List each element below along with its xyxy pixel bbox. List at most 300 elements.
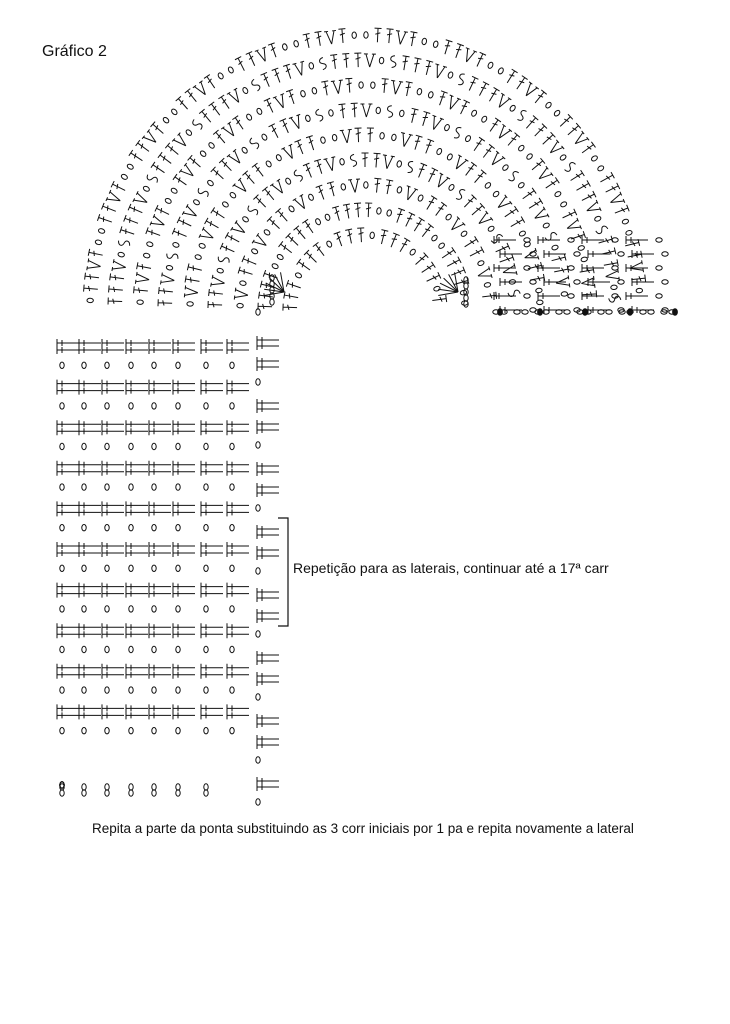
v-stitch-symbol bbox=[281, 144, 297, 161]
double-crochet-symbol bbox=[294, 140, 306, 156]
chain-stitch-symbol bbox=[152, 403, 156, 409]
half-double-crochet-symbol bbox=[257, 588, 279, 596]
v-stitch-symbol bbox=[494, 93, 511, 110]
half-double-crochet-symbol bbox=[126, 380, 148, 388]
double-crochet-symbol bbox=[466, 76, 478, 92]
double-crochet-symbol bbox=[601, 247, 616, 257]
v-stitch-symbol bbox=[172, 133, 190, 151]
chain-stitch-symbol bbox=[487, 61, 494, 69]
half-double-crochet-symbol bbox=[201, 380, 223, 388]
half-double-crochet-symbol bbox=[500, 250, 522, 258]
double-crochet-symbol bbox=[424, 196, 437, 212]
chain-stitch-symbol bbox=[82, 484, 86, 490]
double-crochet-symbol bbox=[343, 204, 352, 219]
half-double-crochet-symbol bbox=[500, 278, 522, 286]
chain-stitch-symbol bbox=[265, 160, 272, 168]
half-double-crochet-symbol bbox=[149, 468, 171, 476]
chain-stitch-symbol bbox=[553, 109, 561, 117]
double-crochet-symbol bbox=[158, 152, 173, 166]
double-crochet-symbol bbox=[338, 29, 346, 44]
chain-stitch-symbol bbox=[60, 362, 64, 368]
chain-stitch-symbol bbox=[204, 403, 208, 409]
half-double-crochet-symbol bbox=[79, 346, 101, 354]
half-double-crochet-symbol bbox=[257, 741, 279, 749]
chain-stitch-symbol bbox=[230, 565, 234, 571]
double-crochet-symbol bbox=[514, 76, 528, 92]
double-crochet-symbol bbox=[403, 82, 413, 97]
chain-stitch-symbol bbox=[152, 484, 156, 490]
half-double-crochet-symbol bbox=[257, 405, 279, 413]
double-crochet-symbol bbox=[603, 259, 618, 268]
double-crochet-symbol bbox=[530, 274, 545, 283]
double-crochet-symbol bbox=[136, 140, 151, 154]
half-double-crochet-symbol bbox=[79, 630, 101, 638]
half-double-crochet-symbol bbox=[149, 671, 171, 679]
half-double-crochet-symbol bbox=[126, 461, 148, 469]
chain-stitch-symbol bbox=[371, 82, 376, 89]
double-crochet-symbol bbox=[433, 202, 447, 217]
chain-stitch-symbol bbox=[152, 362, 156, 368]
double-crochet-symbol bbox=[165, 143, 180, 157]
chain-stitch-symbol bbox=[662, 280, 668, 284]
half-double-crochet-symbol bbox=[257, 672, 279, 680]
chain-stitch-symbol bbox=[242, 216, 250, 223]
double-crochet-symbol bbox=[442, 40, 453, 55]
half-double-crochet-symbol bbox=[257, 594, 279, 602]
half-double-crochet-symbol bbox=[126, 549, 148, 557]
double-crochet-symbol bbox=[582, 290, 596, 298]
chain-stitch-symbol bbox=[622, 218, 629, 224]
chain-stitch-symbol bbox=[364, 182, 368, 188]
v-stitch-symbol bbox=[255, 47, 271, 64]
half-double-crochet-symbol bbox=[201, 623, 223, 631]
chain-stitch-symbol bbox=[315, 218, 322, 226]
half-double-crochet-symbol bbox=[257, 420, 279, 428]
chain-stitch-symbol bbox=[288, 205, 295, 213]
half-double-crochet-symbol bbox=[57, 346, 79, 354]
double-crochet-symbol bbox=[394, 208, 405, 224]
half-double-crochet-symbol bbox=[126, 387, 148, 395]
double-crochet-symbol bbox=[177, 217, 193, 229]
chain-stitch-symbol bbox=[230, 443, 234, 449]
turning-chain-symbol bbox=[249, 137, 260, 150]
half-double-crochet-symbol bbox=[57, 501, 79, 509]
half-double-crochet-symbol bbox=[79, 508, 101, 516]
v-stitch-symbol bbox=[184, 285, 198, 298]
half-double-crochet-symbol bbox=[126, 427, 148, 435]
chain-stitch-symbol bbox=[176, 443, 180, 449]
double-crochet-symbol bbox=[487, 118, 501, 133]
half-double-crochet-symbol bbox=[257, 609, 279, 617]
half-double-crochet-symbol bbox=[126, 630, 148, 638]
half-double-crochet-symbol bbox=[227, 380, 249, 388]
half-double-crochet-symbol bbox=[201, 427, 223, 435]
half-double-crochet-symbol bbox=[582, 292, 604, 300]
half-double-crochet-symbol bbox=[102, 420, 124, 428]
half-double-crochet-symbol bbox=[257, 399, 279, 407]
double-crochet-symbol bbox=[294, 226, 308, 241]
chain-stitch-symbol bbox=[229, 191, 237, 199]
chain-stitch-symbol bbox=[530, 280, 536, 284]
double-crochet-symbol bbox=[286, 280, 302, 291]
chain-stitch-symbol bbox=[300, 90, 306, 97]
chain-stitch-symbol bbox=[376, 107, 381, 114]
chain-stitch-symbol bbox=[204, 484, 208, 490]
double-crochet-symbol bbox=[373, 178, 381, 193]
half-double-crochet-symbol bbox=[57, 542, 79, 550]
double-crochet-symbol bbox=[440, 247, 456, 261]
chain-stitch-symbol bbox=[152, 565, 156, 571]
chain-stitch-symbol bbox=[618, 252, 624, 256]
chain-stitch-symbol bbox=[376, 207, 381, 214]
half-double-crochet-symbol bbox=[102, 664, 124, 672]
double-crochet-symbol bbox=[172, 228, 188, 240]
half-double-crochet-symbol bbox=[494, 292, 516, 300]
double-crochet-symbol bbox=[272, 68, 283, 84]
double-crochet-symbol bbox=[303, 33, 313, 48]
half-double-crochet-symbol bbox=[149, 704, 171, 712]
half-double-crochet-symbol bbox=[57, 590, 79, 598]
turning-chain-symbol bbox=[455, 188, 467, 201]
v-stitch-symbol bbox=[445, 95, 461, 112]
chain-stitch-symbol bbox=[256, 505, 260, 511]
half-double-crochet-symbol bbox=[227, 711, 249, 719]
double-crochet-symbol bbox=[527, 262, 542, 272]
double-crochet-symbol bbox=[303, 163, 315, 179]
half-double-crochet-symbol bbox=[79, 501, 101, 509]
chain-stitch-symbol bbox=[256, 799, 260, 805]
double-crochet-symbol bbox=[211, 207, 227, 221]
double-crochet-symbol bbox=[423, 60, 433, 75]
v-stitch-symbol bbox=[221, 122, 238, 140]
v-stitch-symbol bbox=[179, 163, 197, 180]
chain-stitch-symbol bbox=[105, 525, 109, 531]
chain-stitch-symbol bbox=[126, 163, 134, 170]
half-double-crochet-symbol bbox=[102, 549, 124, 557]
chain-stitch-symbol bbox=[204, 646, 208, 652]
double-crochet-symbol bbox=[108, 298, 122, 305]
double-crochet-symbol bbox=[238, 267, 253, 278]
double-crochet-symbol bbox=[286, 233, 301, 248]
double-crochet-symbol bbox=[422, 139, 434, 155]
half-double-crochet-symbol bbox=[626, 292, 648, 300]
double-crochet-symbol bbox=[463, 162, 477, 177]
double-crochet-symbol bbox=[213, 130, 227, 145]
half-double-crochet-symbol bbox=[173, 623, 195, 631]
half-double-crochet-symbol bbox=[257, 336, 279, 344]
chain-stitch-symbol bbox=[82, 784, 86, 790]
double-crochet-symbol bbox=[110, 273, 125, 282]
chain-stitch-symbol bbox=[230, 606, 234, 612]
double-crochet-symbol bbox=[400, 56, 409, 71]
chain-stitch-symbol bbox=[581, 257, 588, 263]
double-crochet-symbol bbox=[566, 123, 581, 137]
double-crochet-symbol bbox=[262, 187, 276, 202]
half-double-crochet-symbol bbox=[544, 278, 566, 286]
chain-stitch-symbol bbox=[222, 201, 230, 208]
half-double-crochet-symbol bbox=[544, 250, 566, 258]
half-double-crochet-symbol bbox=[227, 671, 249, 679]
v-stitch-symbol bbox=[521, 82, 538, 100]
half-double-crochet-symbol bbox=[257, 783, 279, 791]
chain-stitch-symbol bbox=[276, 253, 284, 260]
chain-stitch-symbol bbox=[176, 606, 180, 612]
turning-chain-symbol bbox=[350, 154, 357, 166]
chain-stitch-symbol bbox=[270, 299, 274, 305]
double-crochet-symbol bbox=[463, 236, 479, 249]
chain-stitch-symbol bbox=[60, 403, 64, 409]
v-stitch-symbol bbox=[546, 140, 564, 158]
turning-chain-symbol bbox=[293, 169, 304, 182]
v-stitch-symbol bbox=[273, 94, 289, 111]
double-crochet-symbol bbox=[504, 69, 517, 85]
chain-stitch-symbol bbox=[574, 280, 580, 284]
chain-stitch-symbol bbox=[578, 245, 585, 251]
half-double-crochet-symbol bbox=[79, 427, 101, 435]
half-double-crochet-symbol bbox=[126, 339, 148, 347]
chain-stitch-symbol bbox=[433, 286, 440, 292]
chain-stitch-symbol bbox=[380, 132, 385, 139]
half-double-crochet-symbol bbox=[79, 664, 101, 672]
chain-stitch-symbol bbox=[559, 154, 567, 161]
double-crochet-symbol bbox=[220, 243, 236, 255]
half-double-crochet-symbol bbox=[79, 590, 101, 598]
double-crochet-symbol bbox=[304, 250, 319, 265]
chain-stitch-symbol bbox=[152, 687, 156, 693]
chain-stitch-symbol bbox=[204, 784, 208, 790]
half-double-crochet-symbol bbox=[79, 542, 101, 550]
chain-stitch-symbol bbox=[105, 646, 109, 652]
half-double-crochet-symbol bbox=[201, 704, 223, 712]
half-double-crochet-symbol bbox=[201, 468, 223, 476]
turning-chain-symbol bbox=[507, 170, 520, 182]
chain-stitch-symbol bbox=[574, 252, 580, 256]
chain-stitch-symbol bbox=[105, 362, 109, 368]
chain-stitch-symbol bbox=[87, 298, 94, 303]
turning-chain-symbol bbox=[146, 173, 159, 184]
half-double-crochet-symbol bbox=[257, 489, 279, 497]
half-double-crochet-symbol bbox=[227, 387, 249, 395]
chain-stitch-symbol bbox=[129, 728, 133, 734]
half-double-crochet-symbol bbox=[227, 508, 249, 516]
chain-stitch-symbol bbox=[129, 403, 133, 409]
double-crochet-symbol bbox=[432, 295, 447, 304]
half-double-crochet-symbol bbox=[173, 387, 195, 395]
double-crochet-symbol bbox=[146, 227, 162, 238]
double-crochet-symbol bbox=[205, 218, 221, 231]
double-crochet-symbol bbox=[225, 232, 241, 245]
half-double-crochet-symbol bbox=[257, 468, 279, 476]
chart-title: Gráfico 2 bbox=[42, 43, 107, 60]
half-double-crochet-symbol bbox=[57, 339, 79, 347]
chain-stitch-symbol bbox=[152, 525, 156, 531]
half-double-crochet-symbol bbox=[201, 501, 223, 509]
chain-stitch-symbol bbox=[524, 238, 530, 242]
half-double-crochet-symbol bbox=[126, 468, 148, 476]
chain-stitch-symbol bbox=[502, 164, 510, 172]
half-double-crochet-symbol bbox=[149, 346, 171, 354]
chain-stitch-symbol bbox=[524, 294, 530, 298]
double-crochet-symbol bbox=[509, 217, 525, 230]
half-double-crochet-symbol bbox=[102, 387, 124, 395]
chain-stitch-symbol bbox=[594, 216, 602, 222]
half-double-crochet-symbol bbox=[102, 630, 124, 638]
chain-stitch-symbol bbox=[417, 194, 424, 202]
repeat-bracket bbox=[278, 518, 288, 626]
chain-stitch-symbol bbox=[612, 266, 618, 270]
double-crochet-symbol bbox=[111, 181, 127, 194]
chain-stitch-symbol bbox=[204, 606, 208, 612]
double-crochet-symbol bbox=[330, 54, 339, 69]
double-crochet-symbol bbox=[408, 108, 418, 123]
double-crochet-symbol bbox=[365, 203, 372, 217]
half-double-crochet-symbol bbox=[227, 501, 249, 509]
half-double-crochet-symbol bbox=[227, 630, 249, 638]
chain-stitch-symbol bbox=[460, 230, 468, 237]
double-crochet-symbol bbox=[332, 206, 343, 221]
chain-stitch-symbol bbox=[82, 646, 86, 652]
v-stitch-symbol bbox=[394, 31, 408, 45]
chain-stitch-symbol bbox=[82, 443, 86, 449]
chain-stitch-symbol bbox=[60, 484, 64, 490]
double-crochet-symbol bbox=[408, 32, 417, 47]
half-double-crochet-symbol bbox=[201, 420, 223, 428]
double-crochet-symbol bbox=[284, 292, 299, 301]
chain-stitch-symbol bbox=[444, 124, 451, 132]
chain-stitch-symbol bbox=[118, 252, 125, 258]
v-stitch-symbol bbox=[231, 220, 248, 237]
half-double-crochet-symbol bbox=[632, 250, 654, 258]
double-crochet-symbol bbox=[521, 188, 536, 202]
chain-stitch-symbol bbox=[597, 165, 605, 172]
double-crochet-symbol bbox=[283, 64, 294, 79]
double-crochet-symbol bbox=[211, 167, 226, 182]
half-double-crochet-symbol bbox=[149, 583, 171, 591]
chain-stitch-symbol bbox=[417, 88, 423, 95]
double-crochet-symbol bbox=[334, 232, 345, 248]
v-stitch-symbol bbox=[605, 269, 620, 283]
chain-stitch-symbol bbox=[95, 239, 102, 245]
half-double-crochet-symbol bbox=[173, 711, 195, 719]
double-crochet-symbol bbox=[505, 133, 519, 148]
half-double-crochet-symbol bbox=[102, 583, 124, 591]
turning-chain-symbol bbox=[386, 105, 393, 118]
half-double-crochet-symbol bbox=[149, 501, 171, 509]
double-crochet-symbol bbox=[558, 114, 573, 129]
half-double-crochet-symbol bbox=[201, 671, 223, 679]
double-crochet-symbol bbox=[503, 206, 519, 220]
double-crochet-symbol bbox=[412, 135, 423, 150]
chain-stitch-symbol bbox=[433, 41, 439, 48]
half-double-crochet-symbol bbox=[57, 380, 79, 388]
chain-stitch-symbol bbox=[241, 146, 248, 154]
chain-stitch-symbol bbox=[164, 197, 172, 204]
chain-stitch-symbol bbox=[230, 687, 234, 693]
half-double-crochet-symbol bbox=[227, 420, 249, 428]
double-crochet-symbol bbox=[246, 52, 258, 68]
chain-stitch-symbol bbox=[352, 32, 357, 39]
half-double-crochet-symbol bbox=[149, 420, 171, 428]
chain-stitch-symbol bbox=[484, 282, 491, 288]
v-stitch-symbol bbox=[234, 288, 248, 302]
half-double-crochet-symbol bbox=[79, 380, 101, 388]
chain-stitch-symbol bbox=[152, 728, 156, 734]
chain-stitch-symbol bbox=[230, 646, 234, 652]
double-crochet-symbol bbox=[315, 31, 324, 46]
half-double-crochet-symbol bbox=[57, 711, 79, 719]
chain-stitch-symbol bbox=[204, 790, 208, 796]
half-double-crochet-symbol bbox=[149, 711, 171, 719]
half-double-crochet-symbol bbox=[79, 339, 101, 347]
half-double-crochet-symbol bbox=[149, 461, 171, 469]
chain-stitch-symbol bbox=[256, 107, 263, 115]
double-crochet-symbol bbox=[313, 242, 327, 257]
double-crochet-symbol bbox=[134, 286, 149, 294]
chain-stitch-symbol bbox=[129, 525, 133, 531]
double-crochet-symbol bbox=[468, 247, 484, 260]
double-crochet-symbol bbox=[481, 144, 495, 159]
v-stitch-symbol bbox=[532, 207, 549, 224]
chain-stitch-symbol bbox=[60, 525, 64, 531]
half-double-crochet-symbol bbox=[173, 427, 195, 435]
half-double-crochet-symbol bbox=[257, 483, 279, 491]
chain-stitch-symbol bbox=[60, 565, 64, 571]
v-stitch-symbol bbox=[270, 179, 287, 197]
double-crochet-symbol bbox=[378, 230, 388, 245]
turning-chain-symbol bbox=[490, 233, 503, 244]
double-crochet-symbol bbox=[474, 52, 486, 68]
turning-chain-symbol bbox=[319, 57, 327, 70]
chain-stitch-symbol bbox=[526, 153, 534, 161]
half-double-crochet-symbol bbox=[57, 664, 79, 672]
chain-stitch-symbol bbox=[261, 133, 268, 141]
turning-chain-symbol bbox=[516, 109, 528, 122]
chain-stitch-symbol bbox=[364, 32, 368, 38]
half-double-crochet-symbol bbox=[227, 339, 249, 347]
half-double-crochet-symbol bbox=[257, 720, 279, 728]
half-double-crochet-symbol bbox=[257, 651, 279, 659]
chain-stitch-symbol bbox=[656, 266, 662, 270]
half-double-crochet-symbol bbox=[102, 590, 124, 598]
chain-stitch-symbol bbox=[129, 784, 133, 790]
double-crochet-symbol bbox=[129, 150, 145, 164]
v-stitch-symbol bbox=[608, 192, 625, 208]
v-stitch-symbol bbox=[535, 166, 553, 183]
chain-stitch-symbol bbox=[129, 565, 133, 571]
half-double-crochet-symbol bbox=[227, 664, 249, 672]
double-crochet-symbol bbox=[261, 72, 273, 88]
double-crochet-symbol bbox=[280, 119, 292, 135]
half-double-crochet-symbol bbox=[257, 714, 279, 722]
double-crochet-symbol bbox=[327, 182, 337, 197]
double-crochet-symbol bbox=[419, 224, 433, 239]
chain-stitch-symbol bbox=[263, 229, 271, 236]
half-double-crochet-symbol bbox=[201, 508, 223, 516]
chain-stitch-symbol bbox=[370, 232, 375, 239]
turning-chain-symbol bbox=[609, 296, 621, 302]
half-double-crochet-symbol bbox=[79, 420, 101, 428]
v-stitch-symbol bbox=[360, 104, 372, 117]
chain-stitch-symbol bbox=[204, 728, 208, 734]
v-stitch-symbol bbox=[331, 80, 344, 94]
double-crochet-symbol bbox=[527, 198, 543, 211]
half-double-crochet-symbol bbox=[173, 380, 195, 388]
chain-stitch-symbol bbox=[227, 66, 234, 74]
chain-stitch-symbol bbox=[105, 403, 109, 409]
chain-stitch-symbol bbox=[204, 443, 208, 449]
chain-stitch-symbol bbox=[176, 784, 180, 790]
half-double-crochet-symbol bbox=[257, 357, 279, 365]
